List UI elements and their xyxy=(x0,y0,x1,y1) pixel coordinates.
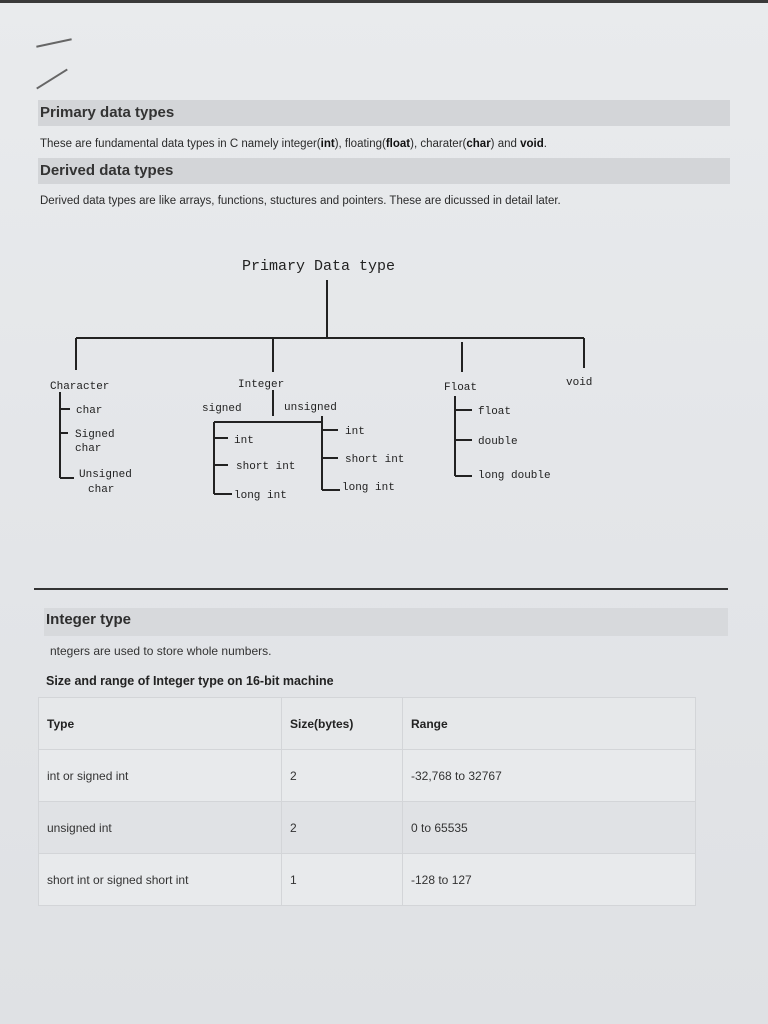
table-row xyxy=(39,854,696,906)
page-top-edge xyxy=(0,0,768,3)
table-cell: 1 xyxy=(282,854,403,906)
character-item: Signed xyxy=(75,429,115,441)
integer-type-text: ntegers are used to store whole numbers. xyxy=(50,644,272,658)
unsigned-item: short int xyxy=(345,454,405,466)
pen-mark xyxy=(36,38,72,47)
primary-data-types-heading: Primary data types xyxy=(38,100,730,126)
table-caption: Size and range of Integer type on 16-bit machine xyxy=(46,674,334,688)
column-header: Type xyxy=(39,698,282,750)
diagram-lines xyxy=(60,280,584,494)
primary-data-type-diagram xyxy=(0,240,768,520)
column-header: Size(bytes) xyxy=(282,698,403,750)
primary-data-types-text: These are fundamental data types in C namely integer(int), floating(float), charater(char) and void. xyxy=(40,138,547,150)
unsigned-item: int xyxy=(345,426,365,438)
table-cell: 2 xyxy=(282,802,403,854)
table-cell: 0 to 65535 xyxy=(403,802,696,854)
column-header: Range xyxy=(403,698,696,750)
float-item: long double xyxy=(478,470,551,482)
signed-item: int xyxy=(234,435,254,447)
table-row xyxy=(39,802,696,854)
signed-item: long int xyxy=(234,490,287,502)
float-item: double xyxy=(478,436,518,448)
table-cell: -32,768 to 32767 xyxy=(403,750,696,802)
character-item: char xyxy=(88,484,115,496)
float-item: float xyxy=(478,406,512,418)
table-cell: int or signed int xyxy=(39,750,282,802)
integer-label: Integer xyxy=(238,379,285,391)
table-cell: short int or signed short int xyxy=(39,854,282,906)
unsigned-item: long int xyxy=(342,482,395,494)
unsigned-label: unsigned xyxy=(284,402,337,414)
character-item: char xyxy=(75,443,102,455)
signed-item: short int xyxy=(236,461,296,473)
character-item: char xyxy=(76,405,103,417)
table-row xyxy=(39,750,696,802)
table-header-row xyxy=(39,698,696,750)
table-cell: unsigned int xyxy=(39,802,282,854)
integer-range-table xyxy=(38,697,696,906)
integer-type-heading: Integer type xyxy=(44,608,728,636)
pen-mark xyxy=(36,69,68,90)
derived-data-types-heading: Derived data types xyxy=(38,158,730,184)
signed-label: signed xyxy=(202,403,242,415)
derived-data-types-text: Derived data types are like arrays, functions, stuctures and pointers. These are dicussed in detail later. xyxy=(40,195,561,207)
table-cell: -128 to 127 xyxy=(403,854,696,906)
horizontal-rule xyxy=(34,588,728,590)
diagram-root-label: Primary Data type xyxy=(242,258,396,275)
character-item: Unsigned xyxy=(79,469,132,481)
character-label: Character xyxy=(50,381,110,393)
void-label: void xyxy=(566,377,593,389)
table-cell: 2 xyxy=(282,750,403,802)
float-label: Float xyxy=(444,382,478,394)
